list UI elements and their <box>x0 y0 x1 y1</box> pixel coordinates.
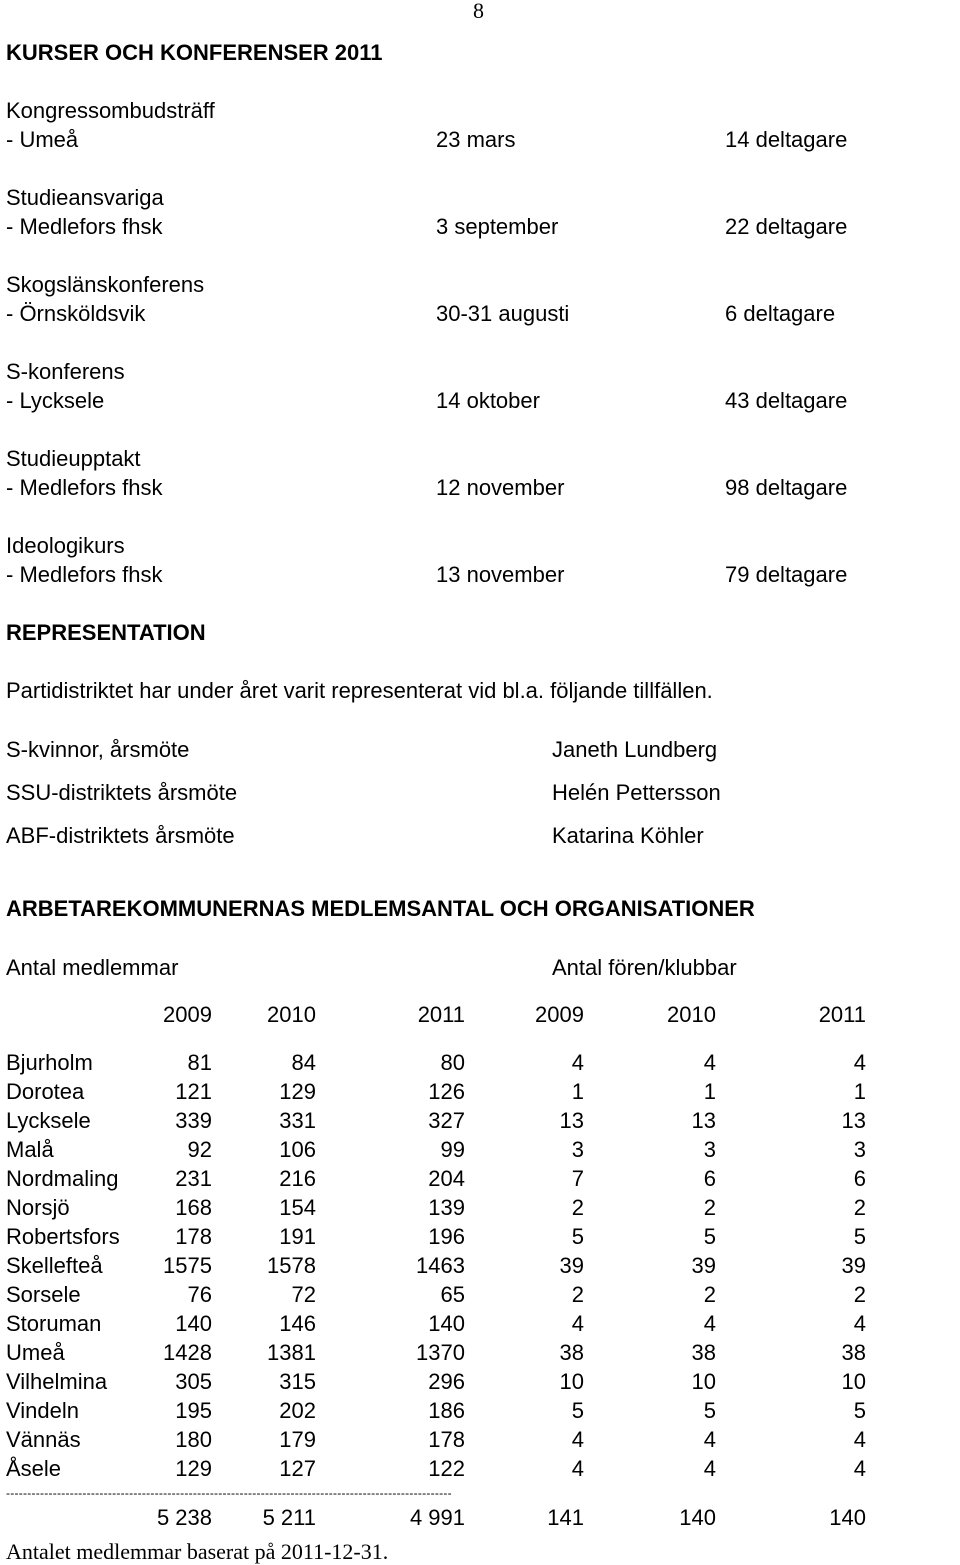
table-cell: 13 <box>691 1108 716 1133</box>
table-cell: 4 <box>853 1050 866 1075</box>
table-cell: 4 <box>571 1456 584 1481</box>
table-cell: 179 <box>279 1427 316 1452</box>
table-cell: 38 <box>559 1340 584 1365</box>
table-cell: 65 <box>440 1282 465 1307</box>
table-cell: 315 <box>279 1369 316 1394</box>
table-cell: 296 <box>428 1369 465 1394</box>
municipality-name: Lycksele <box>6 1108 91 1133</box>
table-cell: 146 <box>279 1311 316 1336</box>
year-header: 2010 <box>267 1002 316 1027</box>
table-cell: 99 <box>440 1137 465 1162</box>
representation-event: ABF-distriktets årsmöte <box>6 823 235 848</box>
course-date: 12 november <box>436 475 565 500</box>
table-cell: 10 <box>559 1369 584 1394</box>
table-cell: 195 <box>175 1398 212 1423</box>
table-cell: 38 <box>841 1340 866 1365</box>
municipality-name: Umeå <box>6 1340 65 1365</box>
course-date: 14 oktober <box>436 388 540 413</box>
course-name: Kongressombudsträff <box>6 98 215 123</box>
table-cell: 4 <box>703 1050 716 1075</box>
table-cell: 191 <box>279 1224 316 1249</box>
table-cell: 122 <box>428 1456 465 1481</box>
municipality-name: Dorotea <box>6 1079 85 1104</box>
course-name: Studieansvariga <box>6 185 164 210</box>
table-cell: 327 <box>428 1108 465 1133</box>
representation-person: Katarina Köhler <box>552 823 704 848</box>
footnote: Antalet medlemmar baserat på 2011-12-31. <box>6 1539 389 1564</box>
table-cell: 196 <box>428 1224 465 1249</box>
municipality-name: Nordmaling <box>6 1166 119 1191</box>
table-cell: 127 <box>279 1456 316 1481</box>
year-header: 2011 <box>417 1002 465 1027</box>
table-cell: 216 <box>279 1166 316 1191</box>
table-cell: 4 <box>703 1456 716 1481</box>
municipality-name: Skellefteå <box>6 1253 103 1278</box>
table-cell: 339 <box>175 1108 212 1133</box>
table-cell: 1 <box>571 1079 584 1104</box>
table-cell: 129 <box>279 1079 316 1104</box>
course-place: - Medlefors fhsk <box>6 214 163 239</box>
members-label: Antal medlemmar <box>6 955 179 980</box>
course-date: 13 november <box>436 562 565 587</box>
table-cell: 5 <box>571 1398 584 1423</box>
table-cell: 168 <box>175 1195 212 1220</box>
table-cell: 5 <box>571 1224 584 1249</box>
table-cell: 10 <box>691 1369 716 1394</box>
course-participants: 79 deltagare <box>725 562 848 587</box>
table-cell: 2 <box>571 1282 584 1307</box>
year-header: 2009 <box>535 1002 584 1027</box>
course-participants: 6 deltagare <box>725 301 836 326</box>
table-cell: 231 <box>175 1166 212 1191</box>
table-cell: 72 <box>291 1282 316 1307</box>
municipality-name: Robertsfors <box>6 1224 120 1249</box>
table-cell: 4 <box>853 1311 866 1336</box>
table-cell: 204 <box>428 1166 465 1191</box>
table-cell: 81 <box>187 1050 212 1075</box>
representation-person: Janeth Lundberg <box>552 737 718 762</box>
table-cell: 76 <box>187 1282 212 1307</box>
table-cell: 1428 <box>163 1340 212 1365</box>
table-cell: 140 <box>428 1311 465 1336</box>
table-cell: 92 <box>187 1137 212 1162</box>
table-cell: 2 <box>853 1195 866 1220</box>
course-place: - Medlefors fhsk <box>6 562 163 587</box>
page-number: 8 <box>473 0 484 23</box>
table-cell: 1370 <box>416 1340 465 1365</box>
table-cell: 3 <box>853 1137 866 1162</box>
course-date: 23 mars <box>436 127 516 152</box>
municipality-name: Bjurholm <box>6 1050 93 1075</box>
table-cell: 39 <box>691 1253 716 1278</box>
membership-heading: ARBETAREKOMMUNERNAS MEDLEMSANTAL OCH ORGANISATIONER <box>6 896 755 921</box>
course-participants: 14 deltagare <box>725 127 848 152</box>
table-cell: 6 <box>853 1166 866 1191</box>
table-cell: 1381 <box>267 1340 316 1365</box>
total-value: 140 <box>679 1505 716 1530</box>
table-cell: 3 <box>571 1137 584 1162</box>
table-cell: 1575 <box>163 1253 212 1278</box>
table-cell: 38 <box>691 1340 716 1365</box>
course-name: Skogslänskonferens <box>6 272 205 297</box>
table-cell: 4 <box>703 1311 716 1336</box>
table-cell: 4 <box>853 1427 866 1452</box>
course-date: 30-31 augusti <box>436 301 570 326</box>
representation-intro: Partidistriktet har under året varit representerat vid bl.a. följande tillfällen. <box>6 678 713 703</box>
clubs-label: Antal fören/klubbar <box>552 955 737 980</box>
table-cell: 1463 <box>416 1253 465 1278</box>
total-value: 4 991 <box>409 1505 465 1530</box>
table-cell: 13 <box>559 1108 584 1133</box>
table-cell: 7 <box>571 1166 584 1191</box>
table-cell: 2 <box>853 1282 866 1307</box>
year-header: 2011 <box>818 1002 866 1027</box>
representation-heading: REPRESENTATION <box>6 620 206 645</box>
table-cell: 2 <box>703 1195 716 1220</box>
table-cell: 3 <box>703 1137 716 1162</box>
course-participants: 22 deltagare <box>725 214 848 239</box>
course-name: S-konferens <box>6 359 125 384</box>
municipality-name: Vindeln <box>6 1398 79 1423</box>
municipality-name: Malå <box>6 1137 54 1162</box>
table-cell: 1578 <box>267 1253 316 1278</box>
table-cell: 13 <box>841 1108 866 1133</box>
course-participants: 98 deltagare <box>725 475 848 500</box>
table-cell: 5 <box>703 1398 716 1423</box>
table-cell: 331 <box>279 1108 316 1133</box>
table-cell: 129 <box>175 1456 212 1481</box>
courses-heading: KURSER OCH KONFERENSER 2011 <box>6 40 383 65</box>
table-cell: 106 <box>279 1137 316 1162</box>
total-value: 140 <box>829 1505 866 1530</box>
municipality-name: Vännäs <box>6 1427 81 1452</box>
table-cell: 4 <box>571 1050 584 1075</box>
table-cell: 4 <box>571 1311 584 1336</box>
table-cell: 39 <box>841 1253 866 1278</box>
table-cell: 39 <box>559 1253 584 1278</box>
table-cell: 180 <box>175 1427 212 1452</box>
representation-person: Helén Pettersson <box>552 780 721 805</box>
table-cell: 10 <box>841 1369 866 1394</box>
municipality-name: Vilhelmina <box>6 1369 108 1394</box>
course-place: - Umeå <box>6 127 79 152</box>
table-cell: 121 <box>175 1079 212 1104</box>
table-cell: 5 <box>853 1398 866 1423</box>
table-cell: 2 <box>571 1195 584 1220</box>
table-cell: 305 <box>175 1369 212 1394</box>
table-cell: 1 <box>853 1079 866 1104</box>
table-cell: 4 <box>853 1456 866 1481</box>
total-separator: --------------------------------------------------------------------------------------------------------- <box>6 1486 452 1500</box>
table-cell: 126 <box>428 1079 465 1104</box>
table-cell: 178 <box>428 1427 465 1452</box>
table-cell: 186 <box>428 1398 465 1423</box>
table-cell: 202 <box>279 1398 316 1423</box>
year-header: 2010 <box>667 1002 716 1027</box>
municipality-name: Sorsele <box>6 1282 81 1307</box>
municipality-name: Åsele <box>6 1456 62 1481</box>
course-place: - Medlefors fhsk <box>6 475 163 500</box>
table-cell: 139 <box>428 1195 465 1220</box>
total-value: 5 211 <box>262 1505 316 1530</box>
representation-event: SSU-distriktets årsmöte <box>6 780 238 805</box>
total-value: 141 <box>547 1505 584 1530</box>
table-cell: 2 <box>703 1282 716 1307</box>
year-header: 2009 <box>163 1002 212 1027</box>
course-name: Ideologikurs <box>6 533 125 558</box>
course-place: - Örnsköldsvik <box>6 301 146 326</box>
course-date: 3 september <box>436 214 559 239</box>
table-cell: 5 <box>703 1224 716 1249</box>
table-cell: 80 <box>440 1050 465 1075</box>
table-cell: 4 <box>571 1427 584 1452</box>
course-place: - Lycksele <box>6 388 105 413</box>
total-value: 5 238 <box>156 1505 212 1530</box>
municipality-name: Storuman <box>6 1311 102 1336</box>
table-cell: 140 <box>175 1311 212 1336</box>
course-participants: 43 deltagare <box>725 388 848 413</box>
representation-event: S-kvinnor, årsmöte <box>6 737 190 762</box>
municipality-name: Norsjö <box>6 1195 70 1220</box>
table-cell: 178 <box>175 1224 212 1249</box>
table-cell: 1 <box>703 1079 716 1104</box>
course-name: Studieupptakt <box>6 446 141 471</box>
table-cell: 4 <box>703 1427 716 1452</box>
table-cell: 84 <box>291 1050 316 1075</box>
table-cell: 6 <box>703 1166 716 1191</box>
table-cell: 154 <box>279 1195 316 1220</box>
table-cell: 5 <box>853 1224 866 1249</box>
